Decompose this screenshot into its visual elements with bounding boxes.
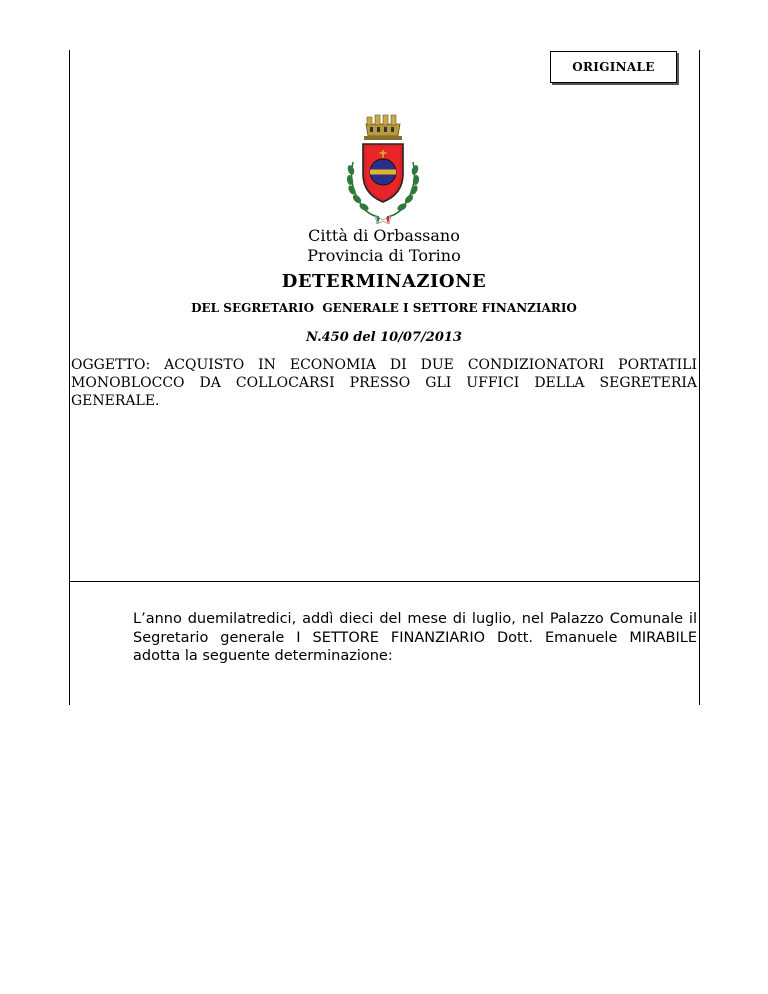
document-title: DETERMINAZIONE bbox=[281, 271, 487, 292]
city-name: Città di Orbassano bbox=[308, 226, 460, 245]
crown-icon bbox=[364, 115, 402, 140]
document-subject: OGGETTO: ACQUISTO IN ECONOMIA DI DUE CONDIZIONATORI PORTATILI MONOBLOCCO DA COLLOCARSI PRESSO GLI UFFICI DELLA SEGRETERIA GENERALE. bbox=[71, 357, 697, 409]
document-number-date: N.450 del 10/07/2013 bbox=[306, 330, 462, 345]
document-intro-paragraph: L’anno duemilatredici, addì dieci del mese di luglio, nel Palazzo Comunale il Segretario generale I SETTORE FINANZIARIO Dott. Emanuele MIRABILE adotta la seguente determinazione: bbox=[133, 611, 697, 664]
shield-icon bbox=[363, 144, 403, 202]
city-coat-of-arms-icon bbox=[337, 112, 429, 227]
province-name: Provincia di Torino bbox=[307, 246, 461, 265]
ribbon-icon bbox=[375, 215, 391, 224]
frame-right-border bbox=[699, 50, 700, 705]
frame-left-border bbox=[69, 50, 70, 705]
section-divider bbox=[69, 581, 700, 582]
issuing-sector: DEL SEGRETARIO GENERALE I SETTORE FINANZIARIO bbox=[191, 301, 577, 315]
original-badge: ORIGINALE bbox=[550, 51, 677, 83]
